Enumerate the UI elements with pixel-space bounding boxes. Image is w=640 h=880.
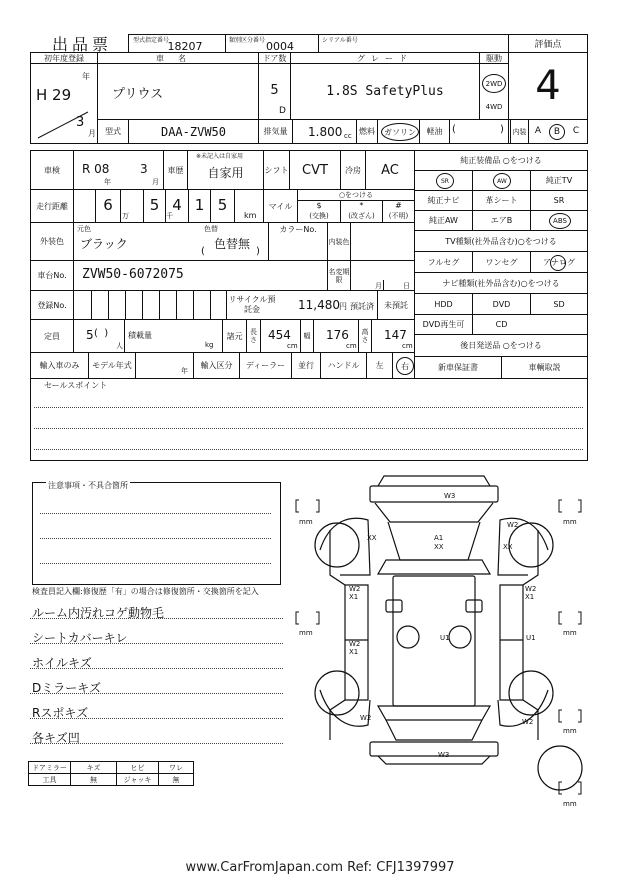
- mark-w3-bottom: W3: [438, 751, 450, 759]
- type-no-label: 型式指定番号: [133, 37, 170, 44]
- mark-xx-left: XX: [367, 534, 377, 542]
- diesel-bracket-open: (: [452, 124, 456, 135]
- mark-w2x1-left-front: W2 X1: [349, 585, 361, 601]
- inspection-month: 3: [140, 162, 148, 176]
- handle-right-circled: 右: [396, 357, 414, 375]
- note-line-3: ホイルキズ: [32, 656, 92, 670]
- genuine-aw: 純正AW: [429, 216, 458, 225]
- interior-a: A: [534, 126, 542, 136]
- inspection-month-unit: 月: [152, 178, 159, 186]
- color-no-head: 色替: [204, 225, 218, 233]
- tread-mm-fl: mm: [299, 518, 313, 526]
- exchange-symbol: $: [316, 200, 322, 210]
- navi-sd: SD: [553, 299, 565, 309]
- dvd-playback: DVD再生可: [422, 320, 465, 329]
- navi-hdd: HDD: [434, 299, 453, 309]
- car-type-label: 車歴: [167, 165, 184, 175]
- mileage-attach-note: ○をつける: [338, 191, 374, 199]
- color-bracket-close: ): [256, 246, 260, 257]
- interior-c: C: [572, 126, 580, 136]
- first-reg-era: H 29: [36, 86, 72, 104]
- tread-mm-rl: mm: [299, 629, 313, 637]
- mark-a1: A1: [434, 534, 444, 542]
- fuel-gasoline-circled: ガソリン: [381, 123, 419, 141]
- height-label: 高さ: [361, 328, 369, 344]
- person-unit: 人: [116, 342, 123, 350]
- first-reg-label: 初年度登録: [44, 54, 84, 63]
- note-line-6: 各キズ凹: [32, 731, 80, 745]
- inspection-value: R 08: [82, 162, 110, 176]
- sheet-title: 出品票: [51, 34, 112, 54]
- recycle-value: 11,480: [298, 298, 340, 312]
- dealer-label: ディーラー: [245, 361, 286, 370]
- mileage-digit-4: 1: [194, 196, 205, 214]
- grade-value: 1.8S SafetyPlus: [326, 83, 444, 99]
- color-label: 外装色: [40, 237, 64, 246]
- reg-no-label: 登録No.: [37, 300, 67, 310]
- tools-cell-4: 無: [172, 775, 180, 784]
- mark-w2-rear-left: W2: [360, 714, 372, 722]
- genuine-tv: 純正TV: [545, 176, 573, 185]
- model-year-label: モデル年式: [92, 360, 132, 370]
- shift-value: CVT: [302, 162, 328, 178]
- serial-label: シリアル番号: [322, 37, 358, 44]
- km-unit: km: [244, 211, 257, 220]
- later-shipment-label: 後日発送品 ○をつける: [460, 341, 542, 350]
- inspection-year-unit: 年: [104, 178, 111, 186]
- genuine-navi: 純正ナビ: [427, 196, 460, 205]
- shift-label: シフト: [264, 165, 289, 175]
- dims-label: 諸元: [226, 331, 243, 341]
- unknown-symbol: #: [395, 200, 402, 210]
- handle-left: 左: [375, 361, 384, 370]
- note-line-2: シートカバーキレ: [32, 631, 128, 645]
- mark-xx-right: XX: [503, 543, 513, 551]
- orig-color-label: 元色: [77, 225, 91, 233]
- mile-label: マイル: [268, 201, 293, 211]
- tv-analog: アナログ: [543, 257, 575, 267]
- first-reg-month: 3: [76, 115, 85, 130]
- tv-oneseg: ワンセグ: [485, 257, 518, 267]
- recycle-unit: 円: [339, 302, 347, 311]
- aw-circled: AW: [493, 173, 511, 189]
- navi-type-label: ナビ種類(社外品含む)○をつける: [442, 278, 560, 288]
- score-value: 4: [535, 63, 561, 109]
- color-no-label: カラーNo.: [279, 224, 317, 234]
- mark-u1-roof: U1: [440, 634, 450, 642]
- class-no-label: 類別区分番号: [229, 37, 266, 44]
- mileage-digit-3: 4: [172, 196, 182, 214]
- handle-label: ハンドル: [327, 361, 360, 370]
- mark-w2-front-right: W2: [507, 521, 519, 529]
- note-line-5: Rスポキズ: [32, 706, 89, 720]
- recycle-unpaid: 未預託: [384, 300, 408, 310]
- mileage-label: 走行距離: [36, 201, 68, 211]
- inspector-note-label: 検査員記入欄:修復歴「有」の場合は修復箇所・交換箇所を記入: [32, 587, 259, 596]
- doors-label: ドア数: [262, 54, 287, 63]
- cd-option: CD: [495, 320, 508, 329]
- fuel-label: 燃料: [359, 127, 375, 136]
- score-label: 評価点: [534, 39, 562, 50]
- tools-head-1: ドアミラー: [32, 763, 67, 772]
- import-only-label: 輸入車のみ: [39, 361, 80, 370]
- type-no-value: 18207: [167, 39, 203, 53]
- caution-label: 注意事項・不具合箇所: [48, 481, 128, 490]
- color-bracket-open: (: [201, 246, 205, 257]
- tv-type-label: TV種類(社外品含む)○をつける: [445, 236, 557, 246]
- mark-xx-mid: XX: [434, 543, 444, 551]
- man-unit: 万: [122, 212, 129, 220]
- vehicle-manual: 車輌取説: [528, 363, 561, 372]
- car-type-value: 自家用: [207, 165, 244, 180]
- model-value: DAA-ZVW50: [160, 124, 227, 139]
- genuine-equipment-label: 純正装備品 ○をつける: [460, 156, 542, 165]
- name-change-month: 月: [375, 282, 382, 290]
- note-line-4: Dミラーキズ: [32, 681, 102, 695]
- sen-unit: 千: [166, 212, 173, 220]
- ac-label: 冷房: [345, 165, 361, 175]
- recycle-status: 預託済: [350, 302, 374, 311]
- exchange-label: (交換): [309, 211, 329, 220]
- height-unit: cm: [402, 342, 413, 350]
- year-unit: 年: [82, 72, 90, 81]
- orig-color-value: ブラック: [80, 237, 128, 251]
- vin-value: ZVW50-6072075: [82, 267, 184, 282]
- class-no-value: 0004: [266, 39, 294, 53]
- leather-seat: 革シート: [485, 196, 518, 205]
- cc-unit: cc: [344, 132, 352, 140]
- doors-sub: D: [279, 106, 286, 116]
- width-unit: cm: [346, 342, 357, 350]
- mark-u1-right: U1: [526, 634, 536, 642]
- diesel-label: 軽油: [426, 127, 443, 136]
- alter-symbol: *: [359, 200, 364, 210]
- mark-w3-top: W3: [444, 492, 456, 500]
- tread-mm-spare: mm: [563, 800, 577, 808]
- unknown-label: (不明): [388, 211, 409, 220]
- tools-head-3: ヒビ: [130, 763, 145, 772]
- new-car-warranty: 新車保証書: [438, 363, 478, 372]
- mark-w2-rear-right: W2: [522, 718, 534, 726]
- diesel-bracket-close: ): [500, 124, 504, 135]
- capacity-bracket: ( ): [94, 328, 109, 339]
- capacity-label: 定員: [44, 331, 60, 341]
- navi-dvd: DVD: [492, 299, 511, 309]
- import-type-label: 輸入区分: [200, 361, 233, 370]
- length-value: 454: [268, 328, 291, 342]
- tread-mm-rr2: mm: [563, 727, 577, 735]
- mark-w2x1-right-front: W2 X1: [525, 585, 537, 601]
- capacity-value: 5: [86, 328, 94, 342]
- width-value: 176: [326, 328, 349, 342]
- name-change-label: 名変期限: [328, 267, 350, 284]
- watermark-text: www.CarFromJapan.com Ref: CFJ1397997: [185, 859, 455, 875]
- car-name-label: 車名: [156, 54, 200, 63]
- tread-mm-fr: mm: [563, 518, 577, 526]
- drive-2wd-circled: 2WD: [482, 74, 506, 93]
- kg-unit: kg: [205, 341, 214, 349]
- tools-head-2: キズ: [86, 763, 101, 772]
- interior-b-circled: B: [549, 124, 565, 140]
- recycle-label: リサイクル預託金: [228, 295, 276, 314]
- sales-point-label: セールスポイント: [44, 381, 108, 390]
- car-type-note: ※未記入は自家用: [196, 153, 244, 160]
- grade-label: グレード: [357, 54, 413, 63]
- interior-label: 内装: [512, 127, 527, 136]
- color-change-value: 色替無: [214, 237, 251, 251]
- displacement-label: 排気量: [263, 127, 288, 136]
- sunroof-circled: SR: [436, 173, 454, 189]
- model-label: 型式: [105, 127, 121, 136]
- ac-value: AC: [381, 162, 399, 178]
- abs-circled: ABS: [549, 213, 571, 229]
- tools-head-4: ワレ: [169, 763, 183, 772]
- month-unit: 月: [88, 129, 96, 138]
- car-name-value: プリウス: [112, 87, 164, 102]
- alter-label: (改ざん): [348, 211, 375, 220]
- tools-cell-1: 工具: [42, 775, 57, 784]
- doors-value: 5: [270, 82, 279, 98]
- drive-4wd: 4WD: [485, 103, 503, 111]
- interior-color-label: 内装色: [328, 237, 350, 246]
- name-change-day: 日: [403, 282, 410, 290]
- length-unit: cm: [287, 342, 298, 350]
- tools-cell-3: ジャッキ: [123, 775, 152, 784]
- inspection-label: 車検: [44, 165, 60, 175]
- tools-cell-2: 無: [90, 775, 97, 784]
- tv-analog-circle: [550, 255, 566, 271]
- width-label: 幅: [303, 332, 311, 340]
- sr-option: SR: [553, 196, 565, 205]
- mark-w2x1-left-rear: W2 X1: [349, 640, 361, 656]
- mileage-digit-2: 5: [149, 196, 160, 214]
- tread-mm-rr: mm: [563, 629, 577, 637]
- parallel-label: 並行: [298, 361, 314, 370]
- note-line-1: ルーム内汚れコゲ動物毛: [32, 606, 165, 620]
- displacement-value: 1.800: [308, 125, 343, 139]
- height-value: 147: [384, 328, 407, 342]
- model-year-unit: 年: [181, 367, 188, 375]
- mileage-digit-1: 6: [103, 196, 113, 214]
- airbag: エアB: [490, 216, 513, 225]
- tv-fullseg: フルセグ: [427, 257, 460, 267]
- drive-label: 駆動: [486, 54, 502, 63]
- vin-label: 車台No.: [37, 271, 67, 280]
- mileage-digit-5: 5: [217, 196, 228, 214]
- length-label: 長さ: [250, 328, 257, 344]
- load-label: 積載量: [128, 331, 152, 340]
